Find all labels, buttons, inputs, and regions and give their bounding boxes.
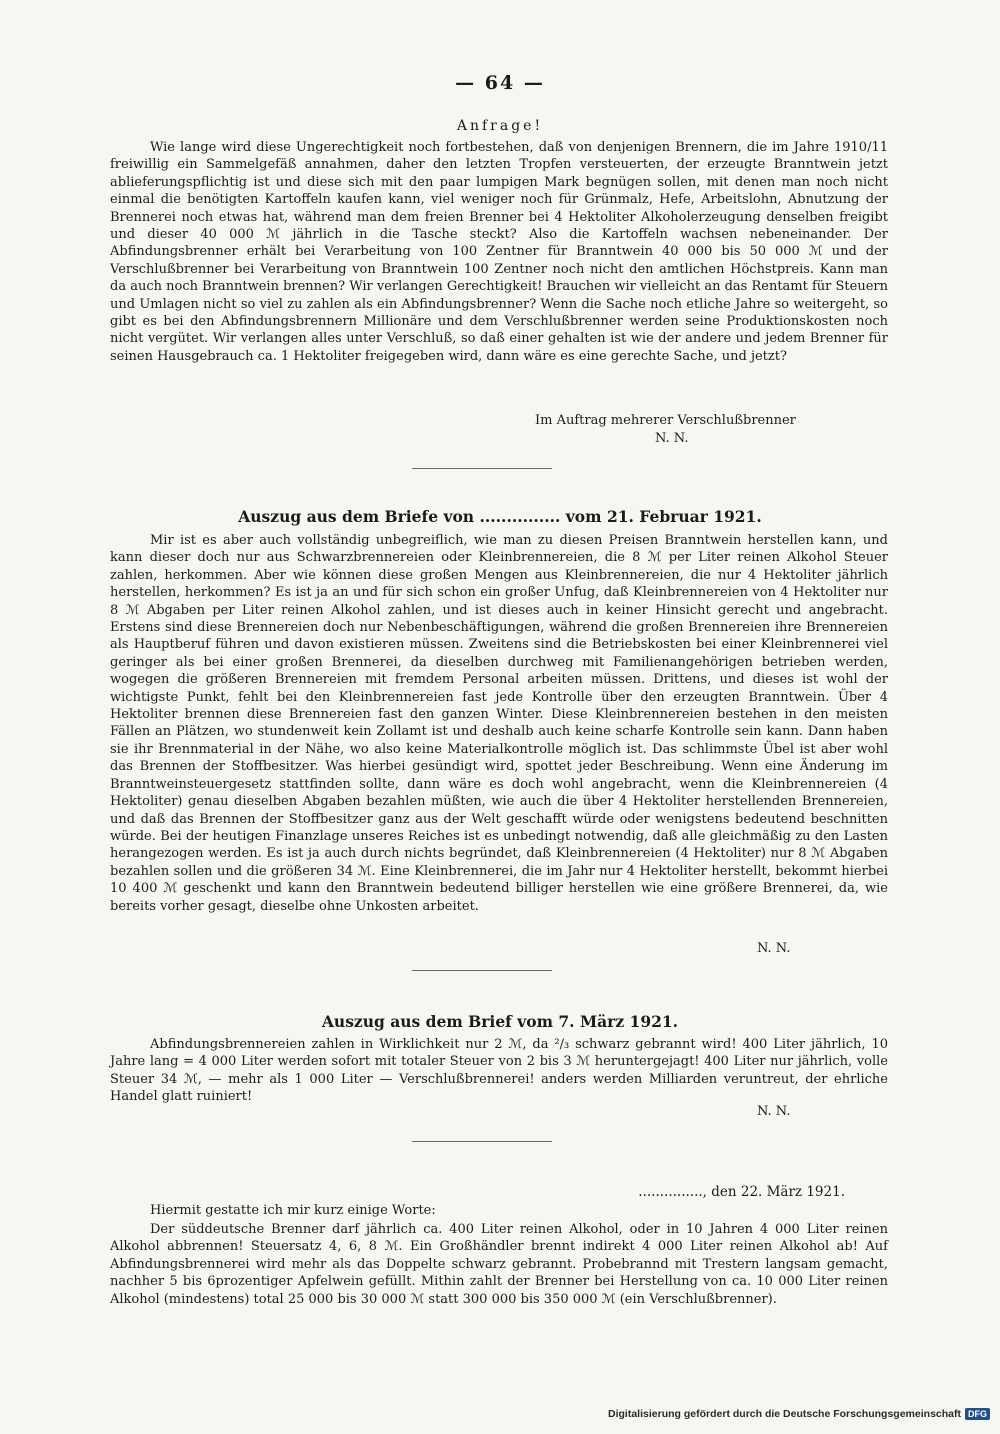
digitization-footer: [608, 1408, 990, 1420]
section-letter-dateline: ..............., den 22. März 1921.: [638, 1184, 845, 1200]
section-anfrage-signature-line2: N. N.: [655, 431, 689, 446]
section-maerz-signature: N. N.: [757, 1104, 791, 1119]
footer-text: Digitalisierung gefördert durch die Deutsche Forschungsgemeinschaft: [608, 1408, 961, 1420]
section-divider: [412, 1141, 552, 1142]
section-anfrage-body: Wie lange wird diese Ungerechtigkeit noch fortbestehen, daß von denjenigen Brennern, die im Jahre 1910/11 freiwillig ein Sammelgefäß annahmen, daher den letzten Tropfen versteuerten, der erzeugte Branntwein jetzt ablieferungspflichtig ist und diese sich mit den paar lumpigen Mark begnügen sollen, mit denen man noch nicht einmal die benötigten Kartoffeln kaufen kann, viel weniger noch für Grünmalz, Hefe, Arbeitslohn, Abnutzung der Brennerei noch etwas hat, während man dem freien Brenner bei 4 Hektoliter Alkoholerzeugung denselben freigibt und dieser 40 000 ℳ jährlich in die Tasche steckt? Also die Kartoffeln wachsen nebeneinander. Der Abfindungsbrenner erhält bei Verarbeitung von 100 Zentner für Branntwein 40 000 bis 50 000 ℳ und der Verschlußbrenner bei Verarbeitung von Branntwein 100 Zentner noch nicht den amtlichen Höchstpreis. Kann man da auch noch Branntwein brennen? Wir verlangen Gerechtigkeit! Brauchen wir vielleicht an das Rentamt für Steuern und Umlagen nicht so viel zu zahlen als ein Abfindungsbrenner? Wenn die Sache noch etliche Jahre so weitergeht, so gibt es bei den Abfindungsbrennern Millionäre und dem Verschlußbrenner werden seine Produktionskosten noch nicht vergütet. Wir verlangen alles unter Verschluß, so daß einer gehalten ist wie der andere und jedem Brenner für seinen Hausgebrauch ca. 1 Hektoliter freigegeben wird, dann wäre es eine gerechte Sache, und jetzt?: [110, 140, 888, 364]
section-letter-intro: Hiermit gestatte ich mir kurz einige Worte:: [150, 1203, 436, 1218]
section-maerz-title: Auszug aus dem Brief vom 7. März 1921.: [321, 1012, 679, 1031]
section-divider: [412, 468, 552, 469]
section-anfrage-signature-line1: Im Auftrag mehrerer Verschlußbrenner: [535, 413, 796, 428]
dfg-logo: DFG: [965, 1408, 990, 1420]
section-anfrage-title: Anfrage!: [456, 118, 544, 134]
section-divider: [412, 970, 552, 971]
section-maerz-body: Abfindungsbrennereien zahlen in Wirklichkeit nur 2 ℳ, da ²/₃ schwarz gebrannt wird! 400 Liter jährlich, 10 Jahre lang = 4 000 Liter werden sofort mit totaler Steuer von 2 bis 3 ℳ heruntergejagt! 400 Liter nur jährlich, volle Steuer 34 ℳ, — mehr als 1 000 Liter — Verschlußbrennerei! anders werden Milliarden veruntreut, der ehrliche Handel glatt ruiniert!: [110, 1037, 888, 1105]
section-briefe-body: Mir ist es aber auch vollständig unbegreiflich, wie man zu diesen Preisen Branntwein herstellen kann, und kann dieser doch nur aus Schwarzbrennereien oder Kleinbrennereien, die 8 ℳ per Liter reinen Alkohol Steuer zahlen, herkommen. Aber wie können diese großen Mengen aus Kleinbrennereien, die nur 4 Hektoliter jährlich herstellen, herkommen? Es ist ja an und für sich schon ein großer Unfug, daß Kleinbrennereien von 4 Hektoliter nur 8 ℳ Abgaben per Liter reinen Alkohol zahlen, und ist dieses auch in keiner Hinsicht gerecht und angebracht. Erstens sind diese Brennereien doch nur Nebenbeschäftigungen, während die großen Brennereien ihre Brennereien als Hauptberuf führen und davon existieren müssen. Zweitens sind die Betriebskosten bei einer Kleinbrennerei viel geringer als bei einer großen Brennerei, da dieselben durchweg mit Familienangehörigen betrieben werden, wogegen die größeren Brennereien mit fremdem Personal arbeiten müssen. Drittens, und dieses ist wohl der wichtigste Punkt, fehlt bei den Kleinbrennereien fast jede Kontrolle über den erzeugten Branntwein. Über 4 Hektoliter brennen diese Brennereien fast den ganzen Winter. Diese Kleinbrennereien bestehen in den meisten Fällen an Plätzen, wo stundenweit kein Zollamt ist und deshalb auch keine scharfe Kontrolle sein kann. Dann haben sie ihr Brennmaterial in der Nähe, wo also keine Materialkontrolle möglich ist. Das schlimmste Übel ist aber wohl das Brennen der Stoffbesitzer. Was hierbei gesündigt wird, spottet jeder Beschreibung. Wenn eine Änderung im Branntweinsteuergesetz stattfinden sollte, dann wäre es doch wohl angebracht, wenn die Kleinbrennereien (4 Hektoliter) genau dieselben Abgaben bezahlen müßten, wie auch die über 4 Hektoliter herstellenden Brennereien, und daß das Brennen der Stoffbesitzer ganz aus der Welt geschafft würde oder wenigstens bedeutend beschnitten würde. Bei der heutigen Finanzlage unseres Reiches ist es unbedingt notwendig, daß alle gleichmäßig zu den Lasten herangezogen werden. Es ist ja auch durch nichts begründet, daß Kleinbrennereien (4 Hektoliter) nur 8 ℳ Abgaben bezahlen sollen und die größeren 34 ℳ. Eine Kleinbrennerei, die im Jahr nur 4 Hektoliter herstellt, bekommt hierbei 10 400 ℳ geschenkt und kann den Branntwein bedeutend billiger herstellen wie eine größere Brennerei, da, wie bereits vorher gesagt, dieselbe ohne Unkosten arbeitet.: [110, 533, 888, 914]
section-letter-body: Der süddeutsche Brenner darf jährlich ca. 400 Liter reinen Alkohol, oder in 10 Jahren 4 000 Liter reinen Alkohol abbrennen! Steuersatz 4, 6, 8 ℳ. Ein Großhändler brennt indirekt 4 000 Liter reinen Alkohol ab! Auf Abfindungsbrennerei wird mehr als das Doppelte schwarz gebrannt. Probebrannd mit Trestern langsam gemacht, nachher 5 bis 6prozentiger Apfelwein gefüllt. Mithin zahlt der Brenner bei Herstellung von ca. 10 000 Liter reinen Alkohol (mindestens) total 25 000 bis 30 000 ℳ statt 300 000 bis 350 000 ℳ (ein Verschlußbrenner).: [110, 1222, 888, 1307]
page-number: — 64 —: [455, 72, 545, 94]
section-briefe-signature: N. N.: [757, 941, 791, 956]
section-briefe-title: Auszug aus dem Briefe von ............... vom 21. Februar 1921.: [238, 507, 762, 526]
